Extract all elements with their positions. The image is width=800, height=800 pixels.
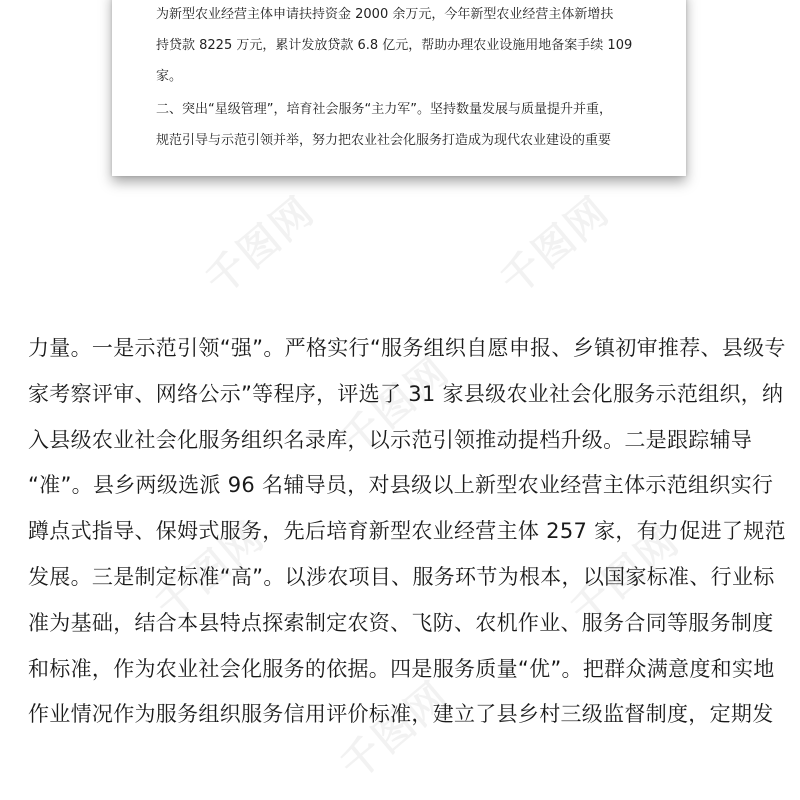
watermark: 千图网 — [332, 673, 459, 790]
body-text-line: “准”。县乡两级选派 96 名辅导员，对县级以上新型农业经营主体示范组织实行 — [28, 473, 774, 498]
watermark: 千图网 — [492, 188, 619, 305]
card-text-line: 二、突出“星级管理”，培育社会服务“主力军”。坚持数量发展与质量提升并重， — [156, 102, 612, 117]
watermark: 千图网 — [197, 188, 324, 305]
body-text-line: 入县级农业社会化服务组织名录库，以示范引领推动提档升级。二是跟踪辅导 — [28, 427, 753, 452]
watermark: 千图网 — [562, 518, 689, 635]
body-text-line: 力量。一是示范引领“强”。严格实行“服务组织自愿申报、乡镇初审推荐、县级专 — [28, 336, 786, 360]
watermark: 千图网 — [332, 348, 459, 465]
body-text-line: 准为基础，结合本县特点探索制定农资、飞防、农机作业、服务合同等服务制度 — [28, 610, 774, 635]
card-text-line: 规范引导与示范引领并举，努力把农业社会化服务打造成为现代农业建设的重要 — [156, 133, 612, 148]
body-text-line: 发展。三是制定标准“高”。以涉农项目、服务环节为根本，以国家标准、行业标 — [28, 564, 775, 589]
body-text-line: 作业情况作为服务组织服务信用评价标准，建立了县乡村三级监督制度，定期发 — [28, 702, 774, 727]
card-text-line: 为新型农业经营主体申请扶持资金 2000 余万元，今年新型农业经营主体新增扶 — [156, 7, 614, 22]
card-text-line: 家。 — [156, 69, 183, 84]
body-text-line: 和标准，作为农业社会化服务的依据。四是服务质量“优”。把群众满意度和实地 — [28, 656, 775, 681]
watermark: 千图网 — [147, 513, 274, 630]
body-text-line: 家考察评审、网络公示”等程序，评选了 31 家县级农业社会化服务示范组织，纳 — [28, 381, 784, 406]
document-page-preview — [112, 0, 686, 176]
document-body — [28, 326, 786, 738]
card-text-line: 持贷款 8225 万元，累计发放贷款 6.8 亿元，帮助办理农业设施用地备案手续 109 — [156, 38, 633, 53]
body-text-line: 蹲点式指导、保姆式服务，先后培育新型农业经营主体 257 家，有力促进了规范 — [28, 519, 786, 544]
